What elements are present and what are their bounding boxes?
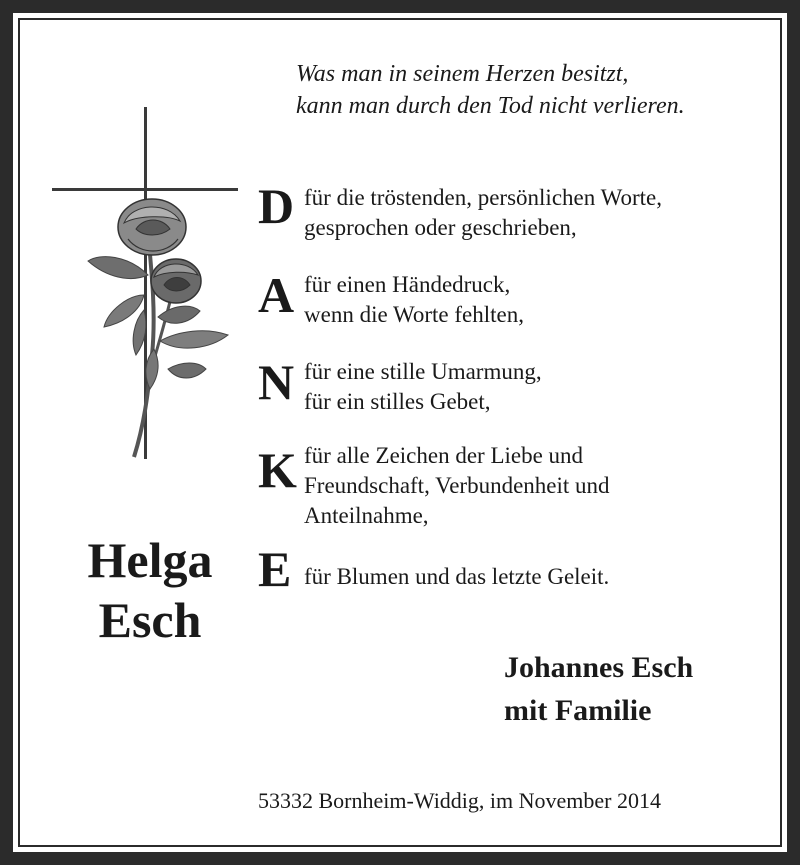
dank-letter-n: N: [258, 354, 295, 410]
motto-quote: [296, 58, 685, 122]
motto-line-1: Was man in seinem Herzen besitzt,: [296, 61, 629, 87]
signature-line-2: mit Familie: [504, 694, 652, 727]
motto-line-2: kann man durch den Tod nicht verlieren.: [296, 93, 685, 119]
signature: [504, 646, 693, 732]
dank-line: gesprochen oder geschrieben,: [304, 215, 577, 240]
dank-line: für die tröstenden, persönlichen Worte,: [304, 185, 662, 210]
dank-line: für alle Zeichen der Liebe und: [304, 443, 584, 468]
dank-letter-e: E: [258, 541, 292, 597]
dank-line: für ein stilles Gebet,: [304, 389, 491, 414]
dank-letter-d: D: [258, 178, 295, 234]
dank-line: Anteilnahme,: [304, 503, 429, 528]
dank-line: wenn die Worte fehlten,: [304, 302, 524, 327]
dank-letter-a: A: [258, 267, 295, 323]
place-date: 53332 Bornheim-Widdig, im November 2014: [258, 788, 662, 813]
dank-letter-k: K: [258, 442, 297, 498]
signature-line-1: Johannes Esch: [504, 651, 694, 684]
cross-with-rose-icon: [48, 105, 243, 470]
dank-line: für eine stille Umarmung,: [304, 359, 542, 384]
deceased-name: [60, 530, 240, 650]
deceased-last-name: Esch: [98, 592, 202, 648]
dank-line: für einen Händedruck,: [304, 272, 511, 297]
dank-line: für Blumen und das letzte Geleit.: [304, 564, 610, 589]
deceased-first-name: Helga: [87, 532, 213, 588]
dank-line: Freundschaft, Verbundenheit und: [304, 473, 610, 498]
